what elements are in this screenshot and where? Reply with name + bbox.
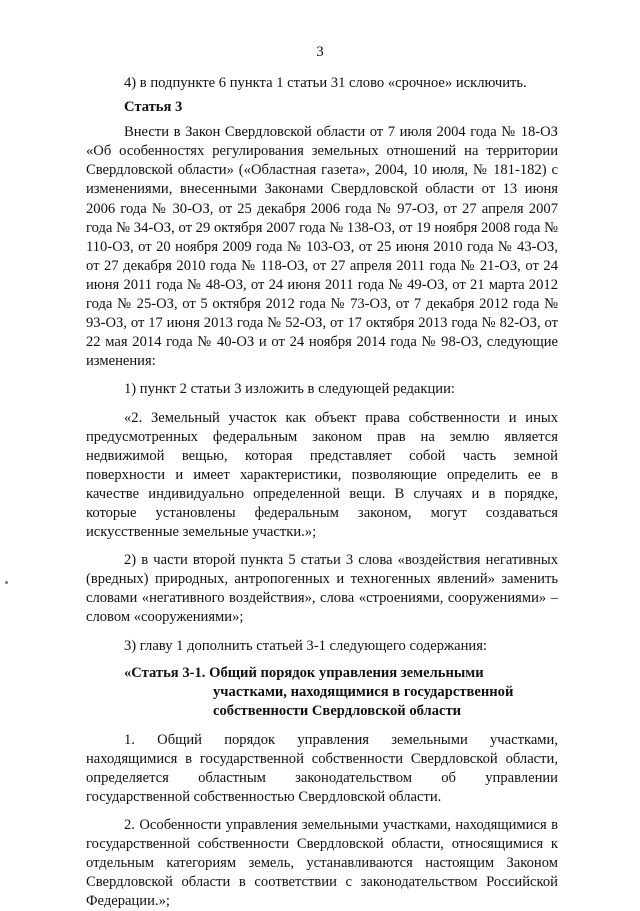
article-3-1-heading-line1: «Статья 3-1. Общий порядок управления земельными — [124, 664, 484, 681]
paragraph-amendment-intro: Внести в Закон Свердловской области от 7 июля 2004 года № 18-ОЗ «Об особенностях регулирования земельных отношений на территории Свердловской области» («Областная газета», 2004, 10 июля, № 181-182) с изменениями, внесенными Законами Свердловской области от 13 июня 2006 года № 30-ОЗ, от 25 декабря 2006 года № 97-ОЗ, от 27 апреля 2007 года № 34-ОЗ, от 29 октября 2007 года № 138-ОЗ, от 19 ноября 2008 года № 110-ОЗ, от 20 ноября 2009 года № 103-ОЗ, от 25 июня 2010 года № 43-ОЗ, от 27 декабря 2010 года № 118-ОЗ, от 27 апреля 2011 года № 21-ОЗ, от 24 июня 2011 года № 48-ОЗ, от 24 июня 2011 года № 49-ОЗ, от 21 марта 2012 года № 25-ОЗ, от 5 октября 2012 года № 73-ОЗ, от 7 декабря 2012 года № 93-ОЗ, от 17 июня 2013 года № 52-ОЗ, от 17 октября 2013 года № 82-ОЗ, от 22 мая 2014 года № 40-ОЗ и от 24 ноября 2014 года № 98-ОЗ, следующие изменения: — [86, 124, 558, 370]
paragraph-item-2: 2) в части второй пункта 5 статьи 3 слова «воздействия негативных (вредных) природных, антропогенных и техногенных явлений» заменить словами «негативного воздействия», слова «строениями, сооружениями» – словом «сооружениями»; — [86, 552, 558, 626]
paragraph-item-1: 1) пункт 2 статьи 3 изложить в следующей редакции: — [124, 381, 455, 398]
article-3-1-heading-line2: участками, находящимися в государственной собственности Свердловской области — [213, 683, 514, 719]
article-3-1-heading — [86, 664, 558, 721]
document-body — [86, 74, 558, 911]
paragraph-article-3-1-point-2: 2. Особенности управления земельными участками, находящимися в государственной собственности Свердловской области, относящимися к отдельным категориям земель, устанавливаются настоящим Законом Свердловской области в соответствии с законодательством Российской Федерации.»; — [86, 817, 558, 910]
paragraph-item-3: 3) главу 1 дополнить статьей 3-1 следующего содержания: — [124, 637, 487, 654]
paragraph-item-4: 4) в подпункте 6 пункта 1 статьи 31 слово «срочное» исключить. — [124, 75, 527, 91]
article-3-heading: Статья 3 — [124, 99, 183, 116]
paragraph-land-plot-definition: «2. Земельный участок как объект права собственности и иных предусмотренных федеральным законом прав на землю является недвижимой вещью, которая представляет собой часть земной поверхности и имеет характеристики, позволяющие определить ее в качестве индивидуально определенной вещи. В случаях и в порядке, которые установлены федеральным законом, могут создаваться искусственные земельные участки.»; — [86, 409, 558, 541]
paragraph-article-3-1-point-1: 1. Общий порядок управления земельными участками, находящимися в государственной собственности Свердловской области, определяется областным законодательством об управлении государственной собственностью Свердловской области. — [86, 731, 558, 805]
page-number: 3 — [316, 44, 324, 60]
scan-speck — [5, 581, 8, 584]
